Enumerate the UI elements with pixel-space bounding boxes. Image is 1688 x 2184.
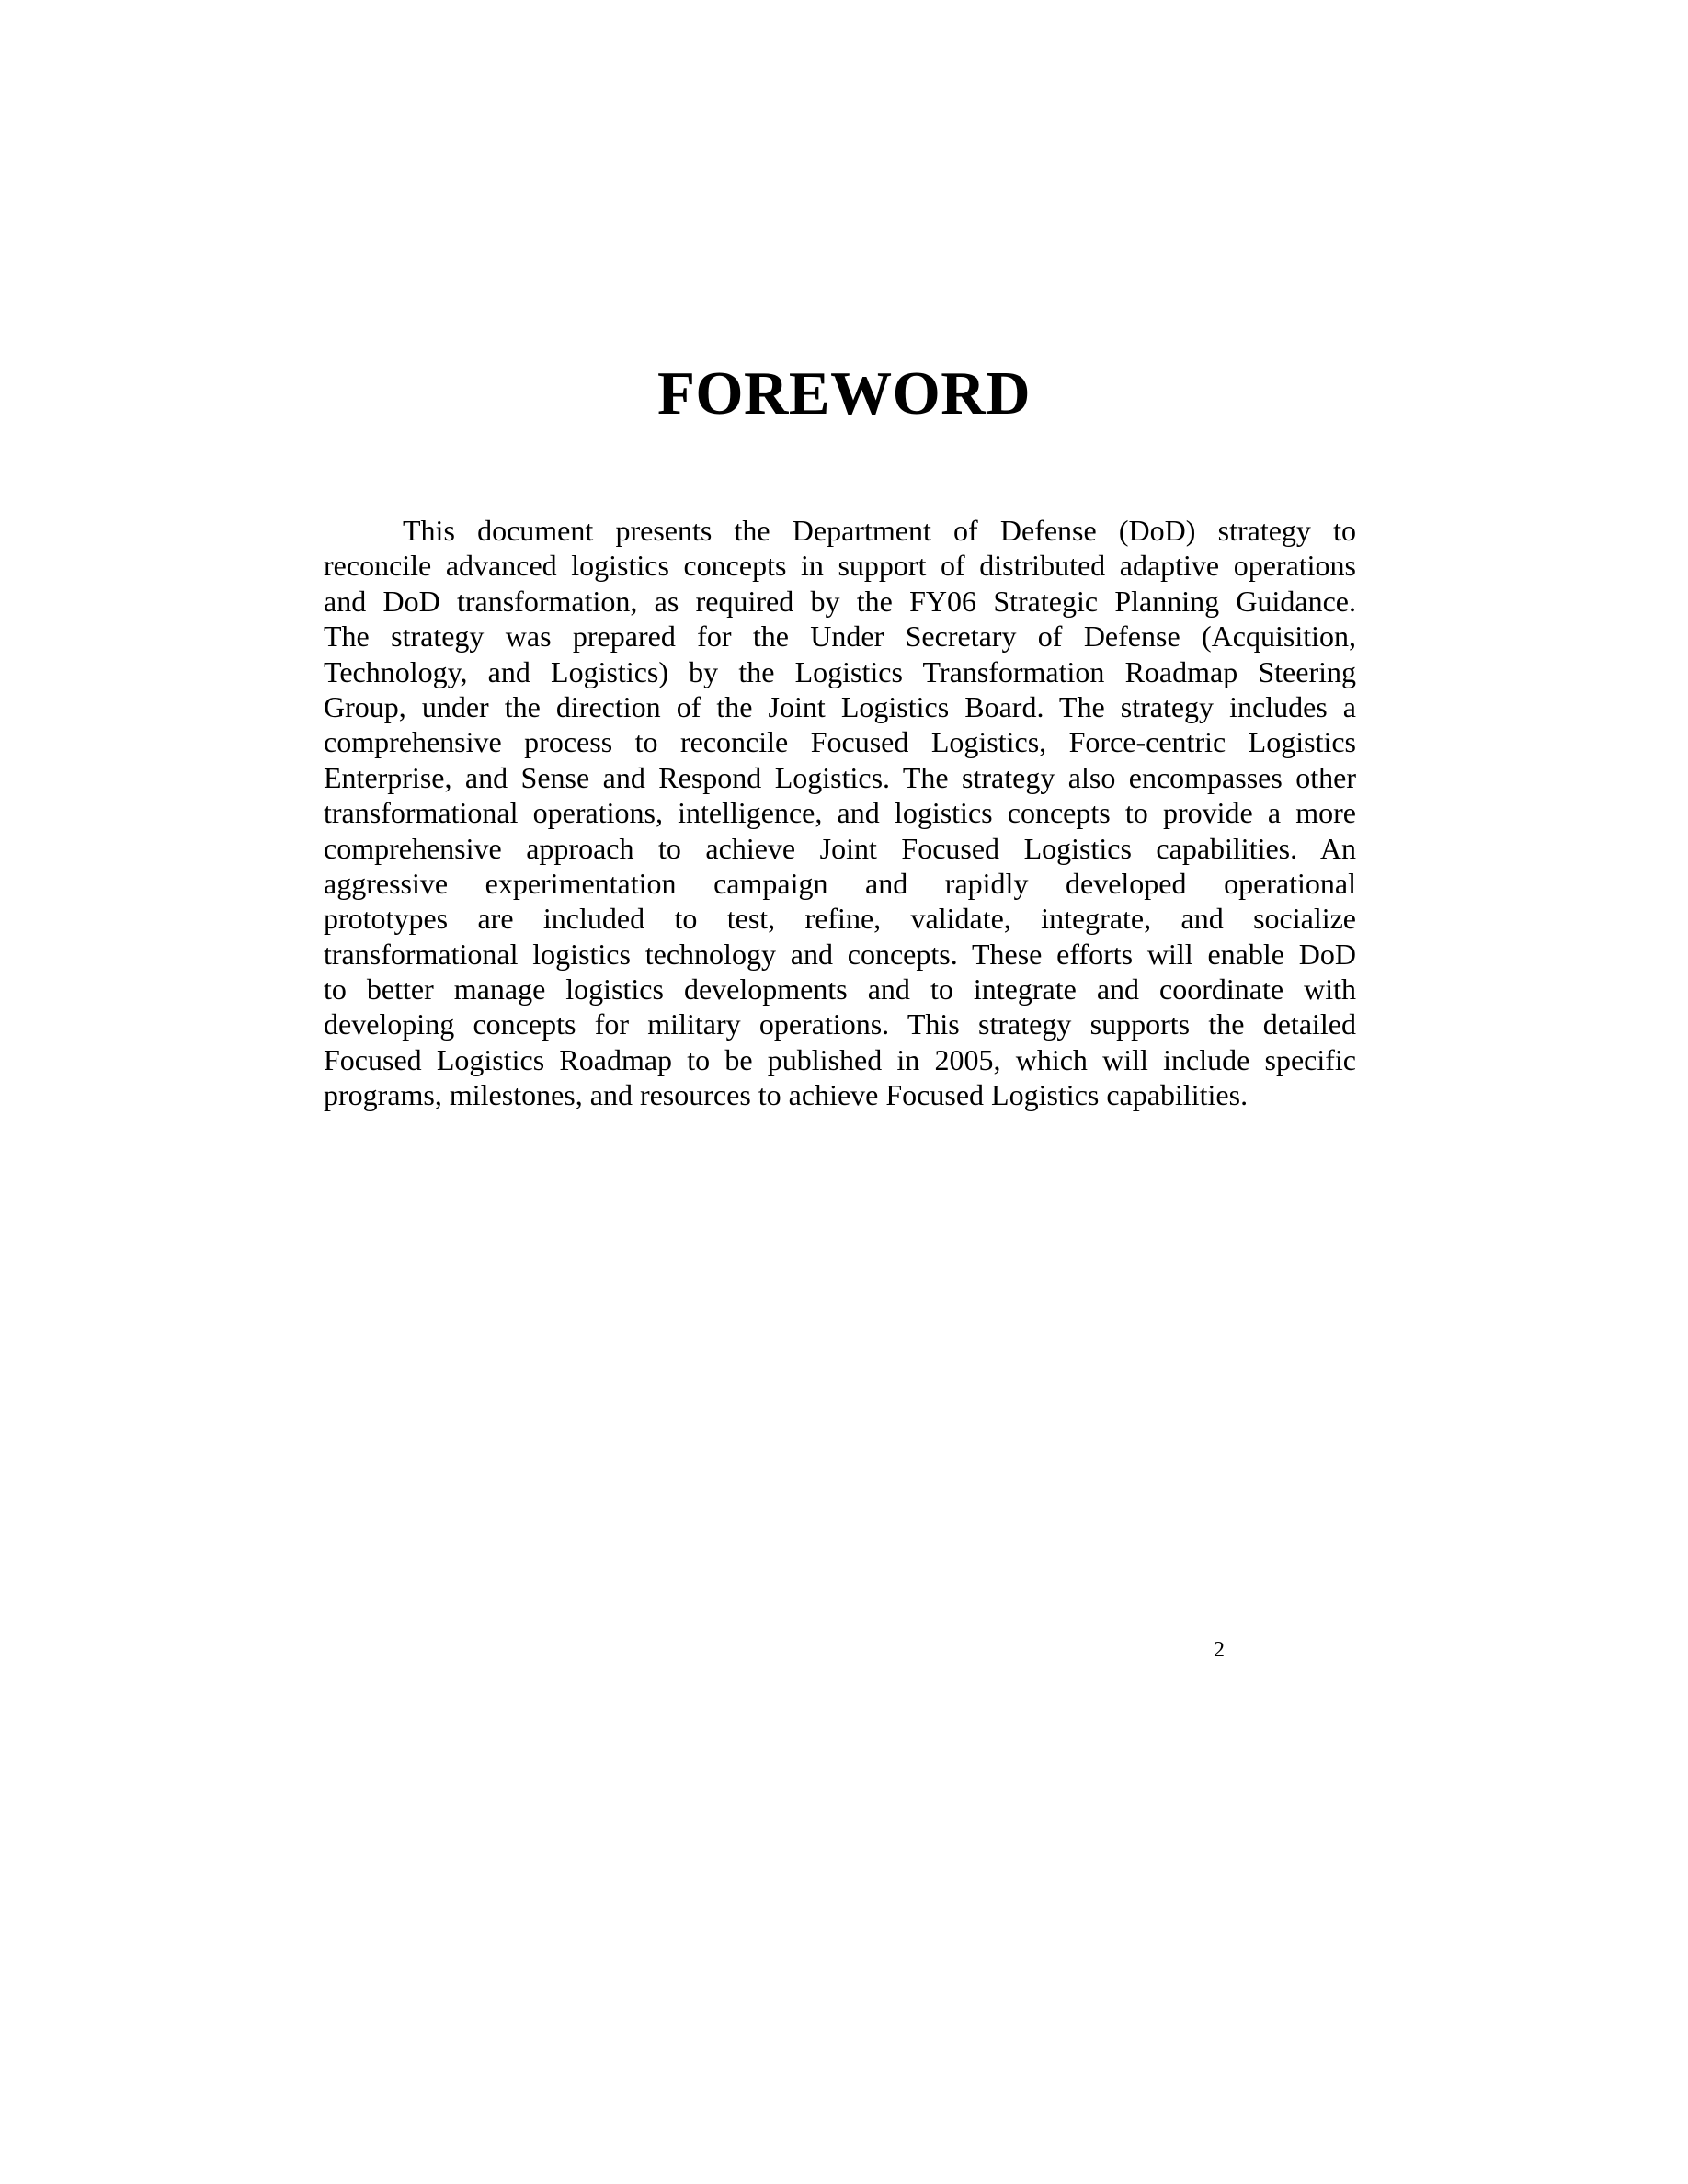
page-number: 2	[1214, 1638, 1225, 1662]
paragraph-line: developing concepts for military operations. This strategy supports the detailed	[324, 1007, 1356, 1041]
paragraph-line: Enterprise, and Sense and Respond Logistics. The strategy also encompasses other	[324, 760, 1356, 794]
paragraph-line: reconcile advanced logistics concepts in support of distributed adaptive operations	[324, 549, 1356, 583]
paragraph-line: and DoD transformation, as required by the FY06 Strategic Planning Guidance.	[324, 584, 1356, 618]
paragraph-line: Group, under the direction of the Joint Logistics Board. The strategy includes a	[324, 689, 1356, 723]
paragraph-line: to better manage logistics developments and to integrate and coordinate with	[324, 973, 1356, 1007]
paragraph-line: The strategy was prepared for the Under Secretary of Defense (Acquisition,	[324, 620, 1356, 654]
paragraph-line: This document presents the Department of Defense (DoD) strategy to	[403, 514, 1356, 547]
paragraph-line: aggressive experimentation campaign and rapidly developed operational	[324, 866, 1356, 900]
paragraph-line: transformational operations, intelligence, and logistics concepts to provide a more	[324, 796, 1356, 830]
paragraph-line: transformational logistics technology and concepts. These efforts will enable DoD	[324, 937, 1356, 971]
paragraph-line: comprehensive approach to achieve Joint Focused Logistics capabilities. An	[324, 831, 1356, 865]
paragraph-line: prototypes are included to test, refine, validate, integrate, and socialize	[324, 902, 1356, 936]
paragraph-line: comprehensive process to reconcile Focused Logistics, Force-centric Logistics	[324, 725, 1356, 759]
paragraph-line: programs, milestones, and resources to achieve Focused Logistics capabilities.	[324, 1078, 1249, 1112]
foreword-paragraph	[324, 513, 1356, 1113]
page-title: FOREWORD	[657, 359, 1031, 427]
paragraph-line: Technology, and Logistics) by the Logistics Transformation Roadmap Steering	[324, 654, 1356, 688]
paragraph-line: Focused Logistics Roadmap to be published in 2005, which will include specific	[324, 1042, 1356, 1076]
